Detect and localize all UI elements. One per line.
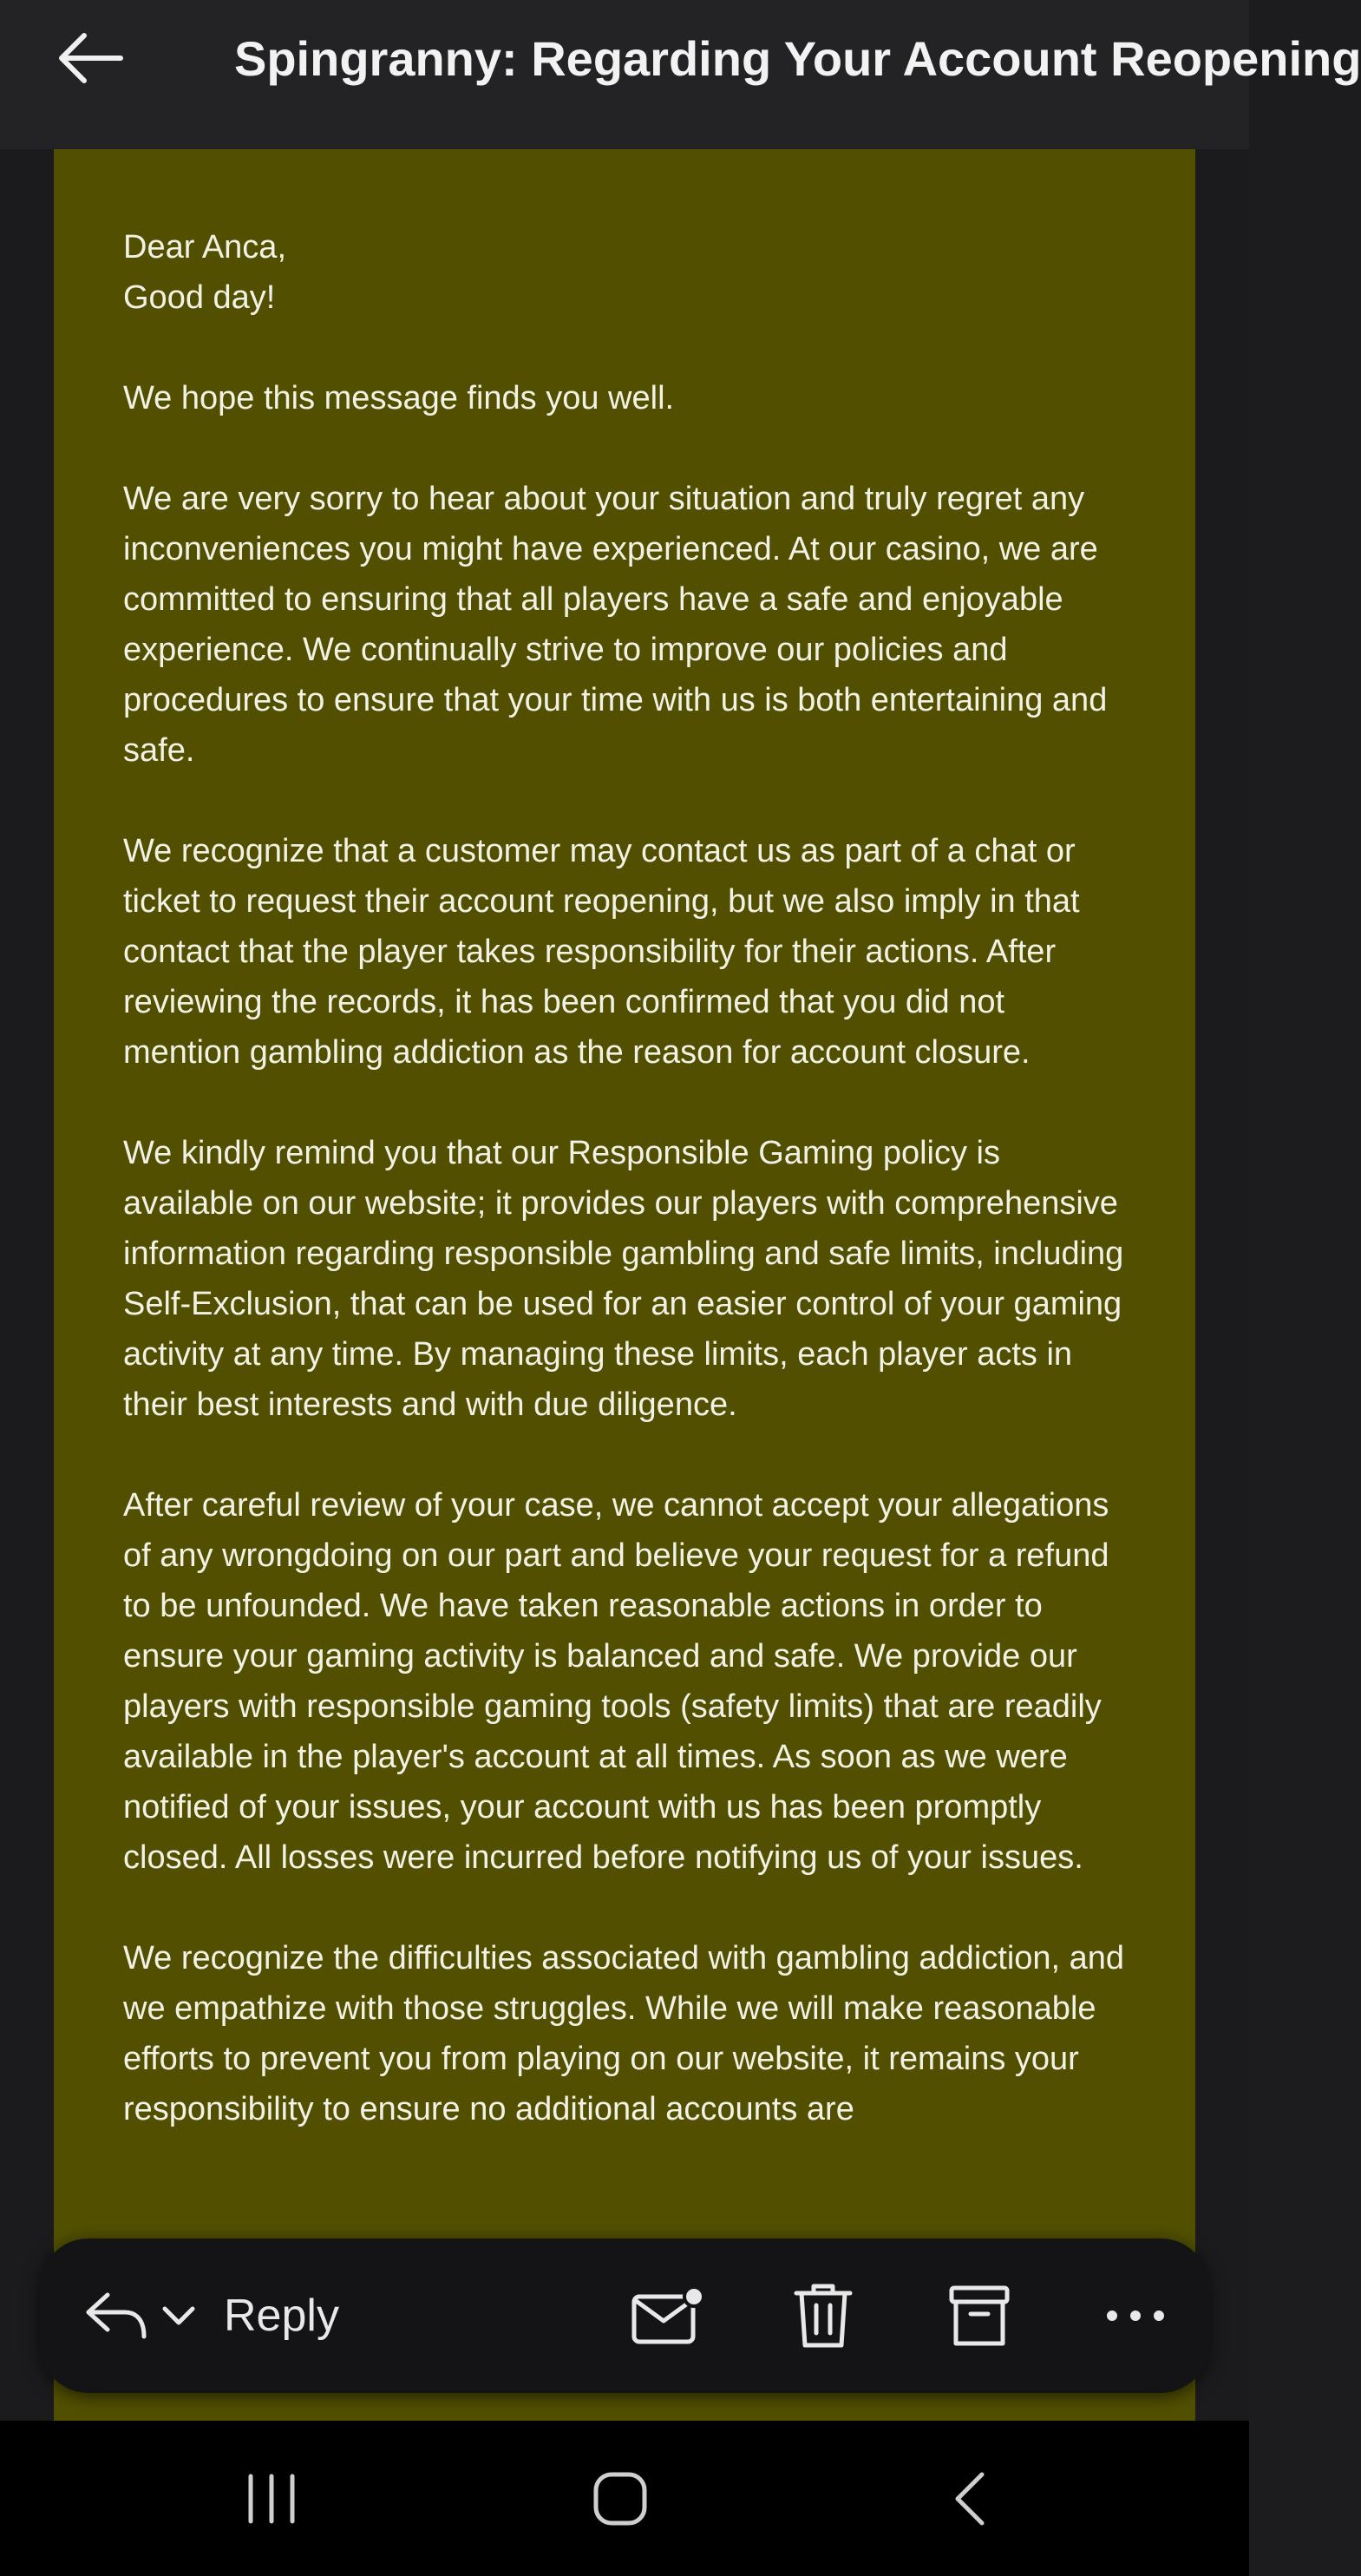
reply-button[interactable]	[83, 2277, 339, 2355]
chevron-down-icon	[161, 2304, 196, 2328]
reply-icon	[83, 2288, 149, 2343]
email-paragraph: After careful review of your case, we cannot accept your allegations of any wrongdoing on our part and believe your request for a refund to be unfounded. We have taken reasonable actions in order to ensure your gaming activity is balanced and safe. We provide our players with responsible gaming tools (safety limits) that are readily available in the player's account at all times. As soon as we were notified of your issues, your account with us has been promptly closed. All losses were incurred before notifying us of your issues.	[123, 1487, 1109, 1876]
email-paragraph: We are very sorry to hear about your situation and truly regret any inconveniences you might have experienced. At our casino, we are committed to ensuring that all players have a safe and enjoyable experience. We continually strive to improve our policies and procedures to ensure that your time with us is both entertaining and safe.	[123, 481, 1108, 769]
email-paragraph: We kindly remind you that our Responsible Gaming policy is available on our website; it provides our players with comprehensive information regarding responsible gambling and safe limits, including Self-Exclusion, that can be used for an easier control of your gaming activity at any time. By managing these limits, each player acts in their best interests and with due diligence.	[123, 1135, 1124, 1423]
reply-options-button[interactable]	[161, 2304, 196, 2328]
recent-apps-icon	[244, 2473, 299, 2525]
home-button[interactable]	[568, 2455, 672, 2542]
top-app-bar	[0, 0, 1361, 149]
home-icon	[592, 2471, 648, 2527]
archive-button[interactable]	[932, 2275, 1027, 2356]
more-horizontal-icon	[1105, 2307, 1166, 2324]
trash-icon	[793, 2281, 854, 2350]
email-greeting: Dear Anca,	[123, 229, 286, 265]
recent-apps-button[interactable]	[219, 2455, 324, 2542]
mark-unread-button[interactable]	[619, 2277, 715, 2355]
email-paragraph: We hope this message finds you well.	[123, 380, 675, 416]
mail-unread-icon	[630, 2284, 704, 2347]
email-paragraph: We recognize that a customer may contact us as part of a chat or ticket to request their account reopening, but we also imply in that contact that the player takes responsibility for their actions. After reviewing the records, it has been confirmed that you did not mention gambling addiction as the reason for account closure.	[123, 833, 1080, 1071]
system-navigation-bar	[0, 2421, 1249, 2576]
email-greeting-block	[123, 222, 1126, 323]
arrow-left-icon	[58, 32, 124, 84]
back-button[interactable]	[52, 28, 130, 88]
email-paragraph: We recognize the difficulties associated with gambling addiction, and we empathize with those struggles. While we will make reasonable efforts to prevent you from playing on our website, it remains your responsibility to ensure no additional accounts are	[123, 1940, 1125, 2127]
email-message	[123, 222, 1126, 2134]
delete-button[interactable]	[775, 2275, 871, 2356]
email-action-bar	[40, 2238, 1209, 2393]
reply-label: Reply	[224, 2291, 339, 2341]
email-subject-title: Spingranny: Regarding Your Account Reopening	[234, 31, 1361, 86]
email-salutation: Good day!	[123, 279, 276, 316]
archive-icon	[947, 2283, 1011, 2349]
email-content[interactable]	[54, 149, 1195, 2421]
back-chevron-icon	[951, 2471, 989, 2527]
system-back-button[interactable]	[918, 2455, 1022, 2542]
more-options-button[interactable]	[1088, 2277, 1183, 2355]
